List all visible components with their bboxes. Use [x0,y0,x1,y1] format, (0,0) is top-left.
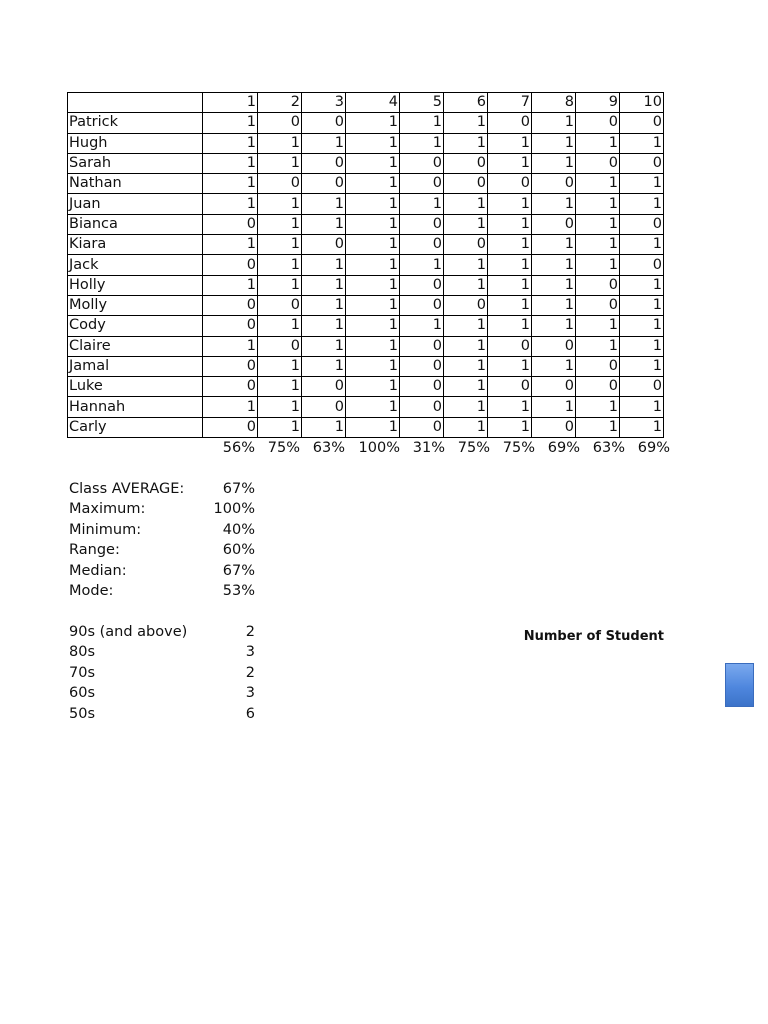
question-number-cell: 6 [444,93,488,113]
score-cell: 1 [532,113,576,133]
score-cell: 1 [532,255,576,275]
score-cell: 0 [302,153,346,173]
stat-row-value: 40% [222,521,255,538]
distribution-row-value: 6 [245,705,255,722]
score-cell: 1 [488,194,532,214]
score-cell: 1 [488,397,532,417]
score-cell: 1 [488,153,532,173]
stat-row-label: Minimum: [69,521,142,538]
score-cell: 0 [203,295,258,315]
score-cell: 1 [346,356,400,376]
score-cell: 0 [400,214,444,234]
student-name-cell: Molly [68,295,203,315]
distribution-row-label: 50s [69,705,96,722]
student-name-cell: Luke [68,377,203,397]
score-cell: 0 [400,377,444,397]
score-cell: 1 [346,153,400,173]
score-cell: 1 [576,174,620,194]
student-name-cell: Jamal [68,356,203,376]
score-cell: 1 [532,194,576,214]
student-name-cell: Nathan [68,174,203,194]
score-cell: 1 [258,194,302,214]
score-cell: 1 [302,194,346,214]
score-cell: 1 [400,113,444,133]
grid-header-row [68,93,664,113]
score-cell: 1 [203,133,258,153]
score-cell: 0 [400,295,444,315]
score-cell: 1 [346,295,400,315]
student-name-cell: Hannah [68,397,203,417]
student-row [68,194,664,214]
score-cell: 1 [576,235,620,255]
score-cell: 1 [203,113,258,133]
question-percentage: 56% [222,440,255,456]
score-cell: 0 [444,153,488,173]
stat-row-label: Range: [69,542,120,559]
score-cell: 0 [400,235,444,255]
score-cell: 1 [346,214,400,234]
stat-row-value: 67% [222,562,255,579]
stat-row [69,499,257,519]
score-cell: 1 [302,356,346,376]
question-percentage: 100% [358,440,400,456]
score-cell: 1 [444,275,488,295]
score-cell: 0 [400,174,444,194]
score-cell: 1 [258,153,302,173]
question-percentage: 31% [412,440,445,456]
student-row [68,153,664,173]
score-cell: 0 [203,255,258,275]
score-cell: 1 [258,275,302,295]
score-cell: 1 [488,295,532,315]
score-cell: 1 [346,133,400,153]
question-percentage: 69% [637,440,670,456]
score-cell: 0 [532,336,576,356]
stat-row-value: 53% [222,582,255,599]
stat-row [69,479,257,499]
score-cell: 1 [620,194,664,214]
student-row [68,214,664,234]
score-cell: 1 [620,417,664,437]
score-cell: 1 [400,316,444,336]
score-cell: 1 [444,377,488,397]
score-cell: 1 [346,235,400,255]
stat-row-value: 60% [222,542,255,559]
chart-title: Number of Student [523,629,664,644]
student-row [68,397,664,417]
score-cell: 1 [488,356,532,376]
score-cell: 0 [576,356,620,376]
score-cell: 1 [302,214,346,234]
score-cell: 1 [444,255,488,275]
question-number-cell: 9 [576,93,620,113]
score-cell: 1 [258,214,302,234]
student-row [68,255,664,275]
score-cell: 1 [532,316,576,336]
distribution-row [69,683,257,703]
score-cell: 1 [488,417,532,437]
score-cell: 1 [444,194,488,214]
score-cell: 1 [302,133,346,153]
stat-row-label: Maximum: [69,501,146,518]
student-row [68,356,664,376]
score-cell: 1 [532,133,576,153]
score-cell: 1 [620,133,664,153]
student-row [68,275,664,295]
distribution-row-value: 3 [245,644,255,661]
score-cell: 0 [620,153,664,173]
question-percentage: 63% [312,440,345,456]
score-cell: 1 [203,174,258,194]
score-cell: 0 [258,295,302,315]
question-number-cell: 4 [346,93,400,113]
score-cell: 1 [444,214,488,234]
score-cell: 0 [576,113,620,133]
score-cell: 1 [620,295,664,315]
score-cell: 1 [488,235,532,255]
score-cell: 0 [576,275,620,295]
score-cell: 1 [532,356,576,376]
score-cell: 1 [346,377,400,397]
student-row [68,113,664,133]
score-cell: 1 [400,255,444,275]
score-cell: 0 [576,377,620,397]
student-row [68,336,664,356]
score-cell: 0 [620,214,664,234]
student-name-cell: Sarah [68,153,203,173]
score-cell: 1 [488,133,532,153]
score-cell: 0 [400,153,444,173]
score-cell: 1 [203,235,258,255]
score-cell: 0 [488,174,532,194]
student-row [68,417,664,437]
score-cell: 0 [620,377,664,397]
student-row [68,377,664,397]
distribution-row-label: 80s [69,644,96,661]
question-number-cell: 2 [258,93,302,113]
score-cell: 1 [488,214,532,234]
student-row [68,235,664,255]
score-cell: 0 [620,113,664,133]
stat-row [69,520,257,540]
score-cell: 0 [203,377,258,397]
distribution-row [69,622,257,642]
score-cell: 1 [203,194,258,214]
question-percentage: 75% [502,440,535,456]
student-name-cell: Cody [68,316,203,336]
grade-distribution [69,622,257,724]
student-name-cell: Kiara [68,235,203,255]
score-cell: 1 [346,397,400,417]
score-cell: 1 [532,275,576,295]
score-cell: 1 [258,377,302,397]
score-cell: 0 [203,356,258,376]
score-cell: 1 [444,316,488,336]
score-cell: 0 [203,316,258,336]
score-cell: 1 [203,336,258,356]
score-cell: 1 [258,255,302,275]
score-cell: 1 [576,397,620,417]
stat-row [69,581,257,601]
student-row [68,295,664,315]
score-cell: 1 [444,113,488,133]
score-cell: 1 [576,194,620,214]
score-cell: 0 [400,275,444,295]
score-cell: 1 [576,255,620,275]
stat-row-label: Median: [69,562,127,579]
score-cell: 1 [620,235,664,255]
score-cell: 1 [444,336,488,356]
distribution-row [69,663,257,683]
score-cell: 1 [444,356,488,376]
student-row [68,316,664,336]
stat-row [69,561,257,581]
score-cell: 0 [203,417,258,437]
score-cell: 1 [620,336,664,356]
distribution-row [69,642,257,662]
score-cell: 1 [576,133,620,153]
score-cell: 0 [258,113,302,133]
student-name-cell: Patrick [68,113,203,133]
score-cell: 0 [576,295,620,315]
question-number-cell: 3 [302,93,346,113]
score-cell: 1 [302,295,346,315]
score-cell: 1 [258,417,302,437]
score-cell: 0 [576,153,620,173]
score-cell: 0 [620,255,664,275]
distribution-row-label: 60s [69,685,96,702]
student-name-cell: Carly [68,417,203,437]
question-percentage: 69% [547,440,580,456]
score-cell: 1 [203,153,258,173]
score-cell: 1 [444,133,488,153]
score-cell: 0 [532,174,576,194]
score-cell: 1 [620,356,664,376]
score-cell: 1 [302,255,346,275]
score-cell: 0 [488,336,532,356]
distribution-row-value: 3 [245,685,255,702]
score-cell: 1 [532,397,576,417]
score-cell: 1 [258,316,302,336]
question-percentage: 75% [457,440,490,456]
score-cell: 1 [346,316,400,336]
question-number-cell: 7 [488,93,532,113]
student-name-cell: Holly [68,275,203,295]
student-name-cell: Claire [68,336,203,356]
student-name-cell: Jack [68,255,203,275]
distribution-row-value: 2 [245,664,255,681]
score-cell: 0 [302,377,346,397]
score-cell: 1 [346,275,400,295]
stat-row-value: 67% [222,481,255,497]
score-cell: 0 [444,235,488,255]
score-cell: 1 [258,397,302,417]
score-cell: 1 [400,133,444,153]
score-cell: 0 [302,397,346,417]
score-cell: 1 [444,397,488,417]
student-name-cell: Juan [68,194,203,214]
score-cell: 1 [346,417,400,437]
question-number-cell: 10 [620,93,664,113]
score-cell: 1 [258,235,302,255]
score-cell: 1 [258,356,302,376]
score-cell: 1 [576,316,620,336]
score-cell: 0 [532,214,576,234]
score-cell: 1 [346,194,400,214]
stat-row-label: Class AVERAGE: [69,481,185,497]
summary-statistics [69,479,257,601]
question-number-cell: 1 [203,93,258,113]
score-cell: 1 [302,336,346,356]
score-cell: 0 [302,174,346,194]
score-cell: 1 [346,255,400,275]
score-cell: 0 [488,113,532,133]
score-grid [67,92,664,438]
score-cell: 1 [532,235,576,255]
chart-bar [725,663,754,707]
score-cell: 1 [302,417,346,437]
stat-row [69,540,257,560]
score-cell: 0 [203,214,258,234]
score-cell: 0 [400,336,444,356]
score-cell: 1 [302,275,346,295]
question-number-cell: 8 [532,93,576,113]
score-cell: 1 [258,133,302,153]
score-cell: 0 [444,295,488,315]
score-cell: 1 [203,397,258,417]
score-cell: 1 [620,397,664,417]
score-cell: 1 [488,255,532,275]
score-cell: 0 [258,174,302,194]
question-percentage: 63% [592,440,625,456]
distribution-row-value: 2 [245,624,255,640]
distribution-row-label: 90s (and above) [69,624,188,640]
score-cell: 0 [400,417,444,437]
question-number-cell: 5 [400,93,444,113]
score-cell: 1 [346,174,400,194]
score-cell: 1 [620,174,664,194]
score-cell: 0 [302,235,346,255]
score-cell: 1 [576,214,620,234]
score-cell: 1 [576,417,620,437]
score-cell: 1 [620,275,664,295]
distribution-row-label: 70s [69,664,96,681]
question-percentage: 75% [267,440,300,456]
score-cell: 1 [576,336,620,356]
score-cell: 1 [400,194,444,214]
score-cell: 0 [532,417,576,437]
score-cell: 1 [346,113,400,133]
score-cell: 0 [400,356,444,376]
score-cell: 1 [444,417,488,437]
stat-row-value: 100% [213,501,255,518]
student-name-cell: Bianca [68,214,203,234]
score-cell: 0 [302,113,346,133]
score-cell: 0 [400,397,444,417]
score-cell: 1 [488,316,532,336]
score-cell: 0 [532,377,576,397]
score-cell: 1 [488,275,532,295]
score-cell: 0 [488,377,532,397]
stat-row-label: Mode: [69,582,114,599]
score-cell: 1 [346,336,400,356]
score-cell: 0 [258,336,302,356]
student-row [68,174,664,194]
score-cell: 1 [203,275,258,295]
student-row [68,133,664,153]
score-cell: 0 [444,174,488,194]
score-cell: 1 [532,295,576,315]
score-cell: 1 [302,316,346,336]
student-name-cell: Hugh [68,133,203,153]
header-corner-cell [68,93,203,113]
score-cell: 1 [620,316,664,336]
score-cell: 1 [532,153,576,173]
distribution-row [69,704,257,724]
